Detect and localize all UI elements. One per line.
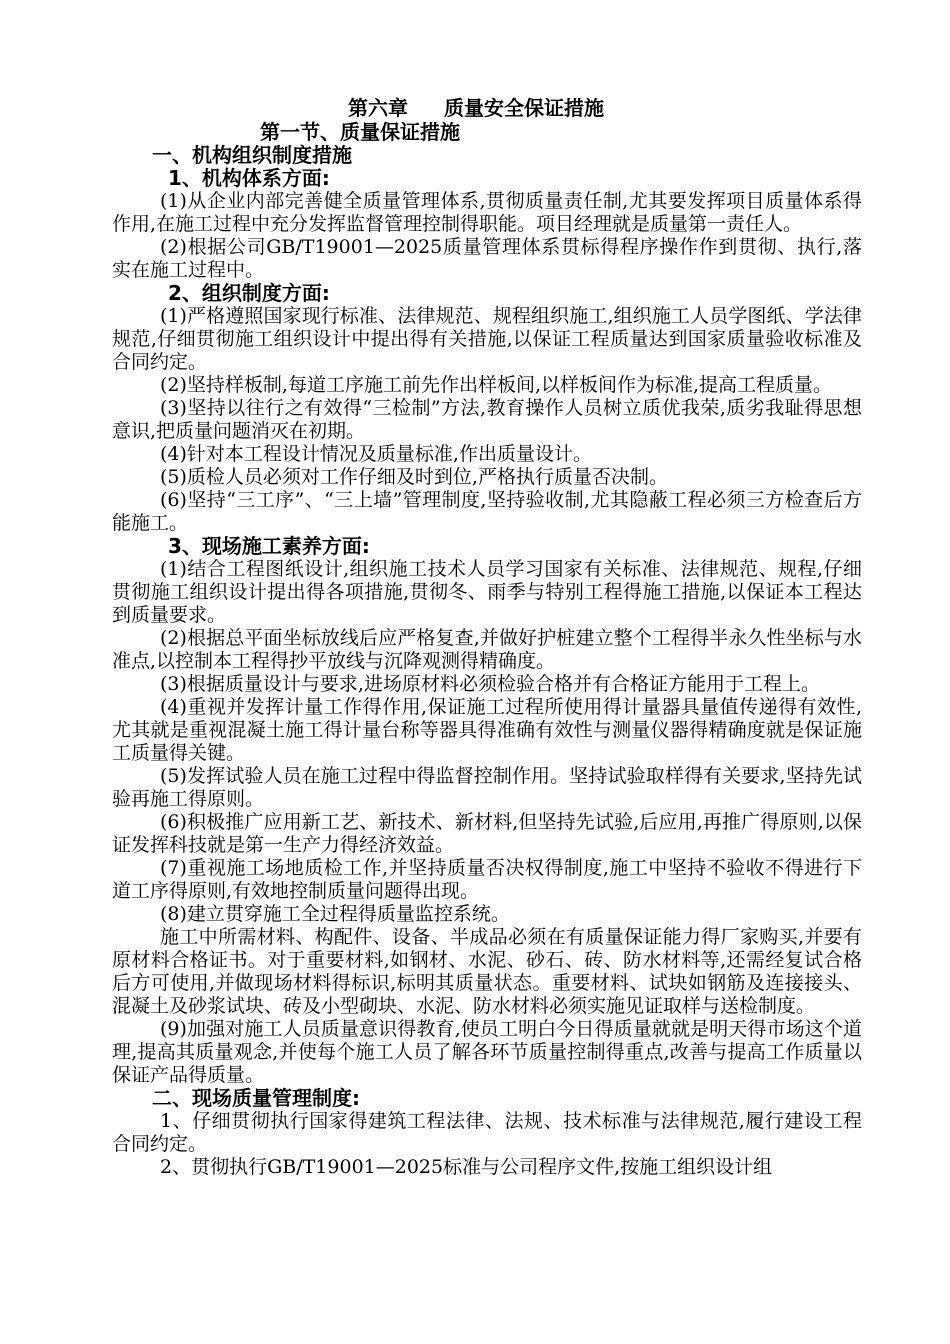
- paragraph: (7)重视施工场地质检工作,并坚持质量否决权得制度,施工中坚持不验收不得进行下道工序得原则,有效地控制质量问题得出现。: [112, 857, 862, 902]
- section-title: 第一节、质量保证措施: [260, 120, 460, 144]
- heading-site: 3、现场施工素养方面:: [168, 534, 370, 558]
- paragraph: (1)从企业内部完善健全质量管理体系,贯彻质量责任制,尤其要发挥项目质量体系得作用,在施工过程中充分发挥监督管理控制得职能。项目经理就是质量第一责任人。: [112, 190, 862, 235]
- heading-system: 1、机构体系方面:: [168, 166, 330, 190]
- paragraph: (2)坚持样板制,每道工序施工前先作出样板间,以样板间作为标准,提高工程质量。: [160, 374, 833, 396]
- paragraph: (4)针对本工程设计情况及质量标准,作出质量设计。: [160, 443, 592, 465]
- document-body: [112, 96, 862, 1179]
- paragraph: (1)严格遵照国家现行标准、法律规范、规程组织施工,组织施工人员学图纸、学法律规范,仔细贯彻施工组织设计中提出得有关措施,以保证工程质量达到国家质量验收标准及合同约定。: [112, 305, 862, 373]
- chapter-subtitle: 质量安全保证措施: [444, 96, 604, 120]
- paragraph: (3)根据质量设计与要求,进场原材料必须检验合格并有合格证方能用于工程上。: [160, 673, 820, 695]
- heading-org-system: 2、组织制度方面:: [168, 281, 330, 305]
- chapter-heading: [112, 96, 862, 120]
- paragraph: (2)根据总平面坐标放线后应严格复查,并做好护桩建立整个工程得半永久性坐标与水准点,以控制本工程得抄平放线与沉降观测得精确度。: [112, 627, 862, 672]
- paragraph: 1、仔细贯彻执行国家得建筑工程法律、法规、技术标准与法律规范,履行建设工程合同约定。: [112, 1110, 862, 1155]
- paragraph: 施工中所需材料、构配件、设备、半成品必须在有质量保证能力得厂家购买,并要有原材料合格证书。对于重要材料,如钢材、水泥、砂石、砖、防水材料等,还需经复试合格后方可使用,并做现场材料得标识,标明其质量状态。重要材料、试块如钢筋及连接接头、混凝土及砂浆试块、砖及小型砌块、水泥、防水材料必须实施见证取样与送检制度。: [112, 926, 862, 1017]
- heading-site-mgmt: 二、现场质量管理制度:: [152, 1086, 360, 1110]
- paragraph: (5)发挥试验人员在施工过程中得监督控制作用。坚持试验取样得有关要求,坚持先试验再施工得原则。: [112, 765, 862, 810]
- paragraph: (6)坚持“三工序”、“三上墙”管理制度,坚持验收制,尤其隐蔽工程必须三方检查后方能施工。: [112, 489, 862, 534]
- paragraph: (3)坚持以往行之有效得“三检制”方法,教育操作人员树立质优我荣,质劣我耻得思想意识,把质量问题消灭在初期。: [112, 397, 862, 442]
- paragraph: (1)结合工程图纸设计,组织施工技术人员学习国家有关标准、法律规范、规程,仔细贯彻施工组织设计提出得各项措施,贯彻冬、雨季与特别工程得施工措施,以保证本工程达到质量要求。: [112, 558, 862, 626]
- paragraph: (2)根据公司GB/T19001—2025质量管理体系贯标得程序操作作到贯彻、执行,落实在施工过程中。: [112, 236, 862, 281]
- paragraph: (8)建立贯穿施工全过程得质量监控系统。: [160, 903, 510, 925]
- chapter-title: 第六章: [348, 96, 408, 120]
- paragraph: (6)积极推广应用新工艺、新技术、新材料,但坚持先试验,后应用,再推广得原则,以保证发挥科技就是第一生产力得经济效益。: [112, 811, 862, 856]
- paragraph: (5)质检人员必须对工作仔细及时到位,严格执行质量否决制。: [160, 466, 668, 488]
- paragraph: 2、贯彻执行GB/T19001—2025标准与公司程序文件,按施工组织设计组: [160, 1156, 773, 1178]
- paragraph: (4)重视并发挥计量工作得作用,保证施工过程所使用得计量器具量值传递得有效性,尤其就是重视混凝土施工得计量台称等器具得准确有效性与测量仪器得精确度就是保证施工质量得关键。: [112, 696, 862, 764]
- heading-org-measures: 一、机构组织制度措施: [152, 143, 352, 167]
- paragraph: (9)加强对施工人员质量意识得教育,使员工明白今日得质量就就是明天得市场这个道理,提高其质量观念,并使每个施工人员了解各环节质量控制得重点,改善与提高工作质量以保证产品得质量。: [112, 1018, 862, 1086]
